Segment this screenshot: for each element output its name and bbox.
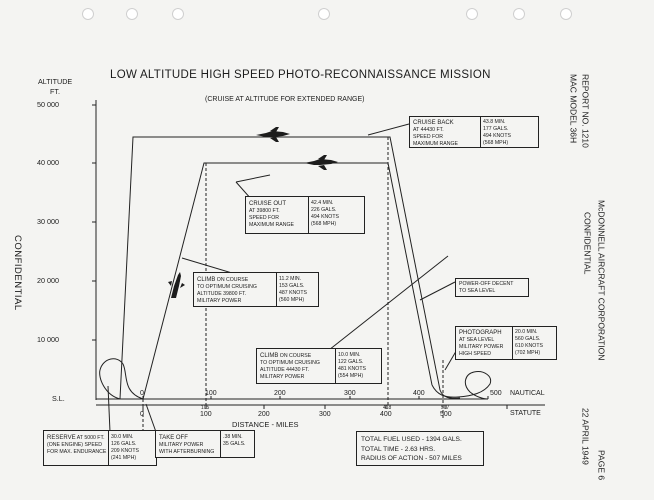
power-off-descent-box: POWER-OFF DECENT TO SEA LEVEL — [455, 278, 529, 297]
y-axis-unit: FT. — [50, 87, 60, 96]
report-date: 22 APRIL 1949 — [580, 408, 591, 465]
confidential-mark-right: CONFIDENTIAL — [582, 212, 593, 275]
statute-tick: 0 — [140, 411, 144, 418]
statute-mark: 418 — [383, 405, 392, 411]
nautical-tick: 400 — [413, 390, 425, 397]
mission-totals-box — [356, 431, 484, 466]
cruise-back-box: CRUISE BACK AT 44430 FT. SPEED FOR MAXIMUM RANGE 43.8 MIN. 177 GALS. 494 KNOTS (568 MPH) — [409, 116, 539, 148]
page-number: PAGE 6 — [596, 450, 607, 481]
climb-cruise-out-box: CLIMB ON COURSE TO OPTIMUM CRUISING ALTITUDE 39800 FT. MILITARY POWER 11.2 MIN. 153 GALS. 487 KNOTS (560 MPH) — [193, 272, 319, 307]
report-number: REPORT NO. 1210 — [580, 74, 591, 148]
y-axis-title: ALTITUDE — [38, 77, 73, 86]
statute-mark: 507 — [441, 405, 450, 411]
statute-tick: 400 — [380, 411, 392, 418]
statute-tick: 500 — [440, 411, 452, 418]
y-tick-label: S.L. — [52, 394, 65, 403]
nautical-tick: 500 — [490, 390, 502, 397]
statute-tick: 100 — [200, 411, 212, 418]
cruise-out-box: CRUISE OUT AT 39800 FT. SPEED FOR MAXIMUM RANGE 42.4 MIN. 226 GALS. 494 KNOTS (568 MPH) — [245, 196, 365, 234]
take-off-box: TAKE OFF MILITARY POWER WITH AFTERBURNING .38 MIN. 35 GALS. — [155, 430, 255, 458]
statute-label: STATUTE — [510, 410, 541, 417]
photograph-box: PHOTOGRAPH AT SEA LEVEL MILITARY POWER HIGH SPEED 20.0 MIN. 560 GALS. 610 KNOTS (702 MPH) — [455, 326, 557, 360]
y-tick-label: 10 000 — [37, 335, 59, 344]
nautical-tick: 300 — [344, 390, 356, 397]
nautical-tick: 0 — [140, 390, 144, 397]
nautical-tick: 200 — [274, 390, 286, 397]
statute-tick: 300 — [319, 411, 331, 418]
y-tick-label: 20 000 — [37, 276, 59, 285]
page-title: LOW ALTITUDE HIGH SPEED PHOTO-RECONNAISSANCE MISSION — [110, 69, 491, 81]
y-tick-label: 40 000 — [37, 158, 59, 167]
page-subtitle: (CRUISE AT ALTITUDE FOR EXTENDED RANGE) — [205, 96, 365, 103]
reserve-box: RESERVE AT 5000 FT. (ONE ENGINE) SPEED FOR MAX. ENDURANCE 30.0 MIN. 126 GALS. 209 KNOTS (241 MPH) — [43, 430, 157, 466]
statute-mark: 105 — [201, 405, 210, 411]
climb-cruise-back-box: CLIMB ON COURSE TO OPTIMUM CRUISING ALTITUDE 44430 FT. MILITARY POWER 10.0 MIN. 122 GALS. 481 KNOTS (554 MPH) — [256, 348, 382, 384]
nautical-label: NAUTICAL — [510, 390, 545, 397]
model-number: MAC MODEL 36H — [568, 74, 579, 144]
confidential-mark-left: CONFIDENTIAL — [12, 235, 23, 311]
y-tick-label: 50 000 — [37, 100, 59, 109]
nautical-tick: 100 — [205, 390, 217, 397]
total-time: TOTAL TIME - 2.63 HRS. — [361, 445, 436, 453]
distance-axis-title: DISTANCE - MILES — [232, 420, 299, 429]
y-tick-label: 30 000 — [37, 217, 59, 226]
radius-of-action: RADIUS OF ACTION - 507 MILES — [361, 455, 462, 463]
statute-tick: 200 — [258, 411, 270, 418]
company-name: McDONNELL AIRCRAFT CORPORATION — [596, 200, 607, 361]
total-fuel: TOTAL FUEL USED - 1394 GALS. — [361, 436, 462, 443]
